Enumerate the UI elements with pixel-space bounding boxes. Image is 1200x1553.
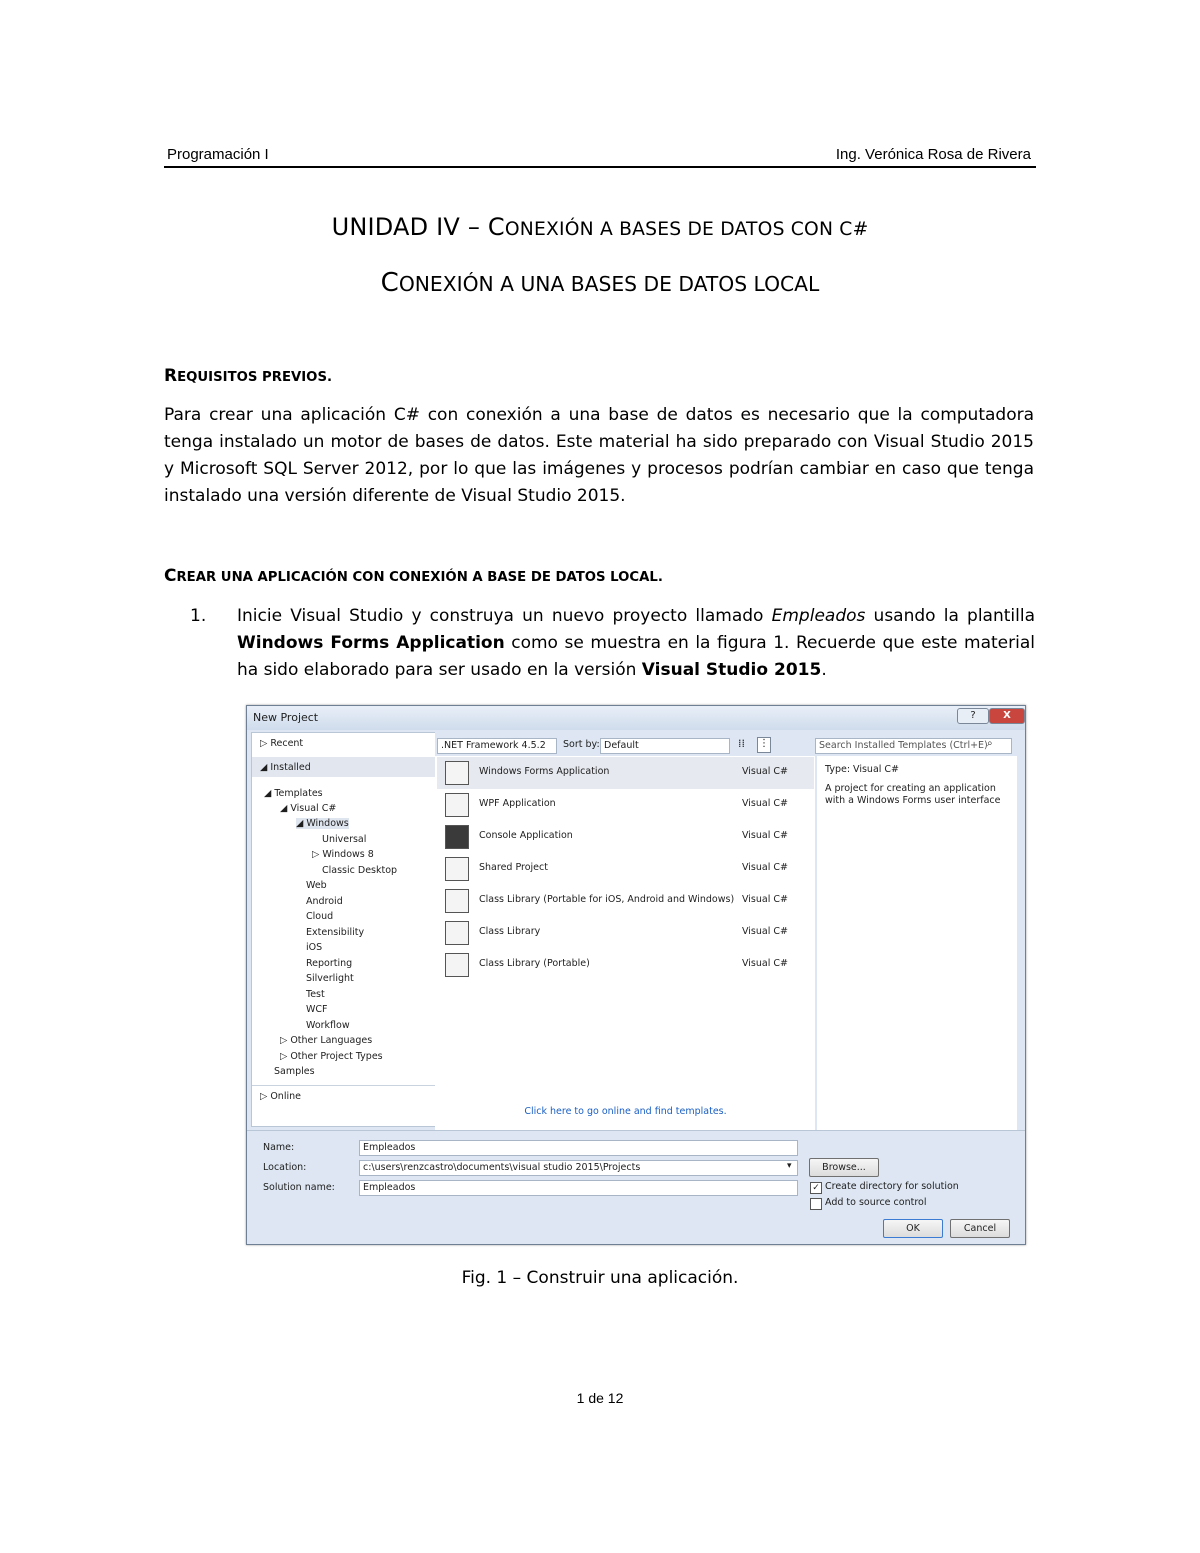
tree-web[interactable]: Web [306, 880, 327, 891]
add-source-control-checkbox[interactable] [810, 1198, 822, 1210]
header-author: Ing. Verónica Rosa de Rivera [835, 146, 1031, 163]
step-text-1: Inicie Visual Studio y construya un nuevo proyecto llamado [237, 606, 772, 626]
shared-project-icon [445, 857, 469, 881]
template-row[interactable] [437, 757, 814, 789]
template-language: Visual C# [742, 830, 788, 841]
search-input[interactable]: Search Installed Templates (Ctrl+E) [815, 738, 1012, 754]
template-row[interactable] [437, 917, 814, 949]
tree-samples[interactable]: Samples [274, 1066, 315, 1077]
dialog-title: New Project [253, 711, 319, 724]
create-directory-label: Create directory for solution [825, 1181, 959, 1192]
tree-cloud[interactable]: Cloud [306, 911, 334, 922]
sort-by-label: Sort by: [563, 739, 600, 750]
template-name: Class Library [479, 926, 541, 937]
windows-forms-icon [445, 761, 469, 785]
lesson-title [0, 268, 1200, 298]
location-label: Location: [263, 1162, 307, 1173]
tree-workflow[interactable]: Workflow [306, 1020, 350, 1031]
header-course: Programación I [167, 146, 269, 163]
name-input[interactable]: Empleados [359, 1140, 798, 1156]
unit-title [0, 213, 1200, 241]
unit-title-rest: ONEXIÓN A BASES DE DATOS CON C# [504, 219, 869, 240]
tree-windows8[interactable]: ▷ Windows 8 [312, 849, 374, 860]
template-row[interactable] [437, 885, 814, 917]
template-row[interactable] [437, 853, 814, 885]
section1-lead: R [164, 366, 178, 386]
section-heading-requisitos [164, 366, 332, 386]
close-button[interactable]: X [989, 708, 1025, 724]
list-item [190, 603, 1035, 684]
paragraph-requisitos: Para crear una aplicación C# con conexión a una base de datos es necesario que la computadora tenga instalado un motor de bases de datos. Este material ha sido preparado con Visual Studio 2015 y Microsoft SQL Server 2012, por lo que las imágenes y procesos podrían cambiar en caso que tenga instalado una versión diferente de Visual Studio 2015. [164, 405, 1034, 506]
lesson-title-lead: C [380, 268, 399, 298]
template-language: Visual C# [742, 926, 788, 937]
tree-classic-desktop[interactable]: Classic Desktop [322, 865, 398, 876]
tree-online-row[interactable] [252, 1085, 436, 1106]
tree-online: ▷ Online [260, 1091, 301, 1102]
class-library-icon [445, 921, 469, 945]
page-header [164, 146, 1036, 168]
list-item-text [237, 603, 1035, 684]
ok-button[interactable]: OK [883, 1219, 943, 1238]
template-language: Visual C# [742, 958, 788, 969]
lesson-title-rest: ONEXIÓN A UNA BASES DE DATOS LOCAL [398, 272, 820, 296]
template-language: Visual C# [742, 894, 788, 905]
template-name: WPF Application [479, 798, 556, 809]
section2-rest: REAR UNA APLICACIÓN CON CONEXIÓN A BASE DE DATOS LOCAL. [176, 570, 663, 585]
step-text-template: Windows Forms Application [237, 633, 505, 653]
name-label: Name: [263, 1142, 295, 1153]
step-text-project-name: Empleados [771, 606, 866, 626]
step-text-4: . [821, 660, 827, 680]
framework-select[interactable]: .NET Framework 4.5.2 [437, 738, 557, 754]
grid-view-icon[interactable]: ⁞⁞ [738, 737, 745, 750]
tree-installed: ◢ Installed [260, 762, 311, 773]
wpf-icon [445, 793, 469, 817]
template-language: Visual C# [742, 798, 788, 809]
online-templates-link[interactable]: Click here to go online and find templates. [524, 1106, 727, 1117]
template-info-panel [817, 756, 1017, 1130]
new-project-dialog [246, 705, 1026, 1245]
step-text-3: como se muestra en la figura 1. Recuerde que este material ha sido elaborado para ser usado en la versión [237, 633, 1035, 680]
cancel-button[interactable]: Cancel [950, 1219, 1010, 1238]
browse-button[interactable]: Browse... [809, 1158, 879, 1177]
template-name: Windows Forms Application [479, 766, 610, 777]
tree-test[interactable]: Test [306, 989, 325, 1000]
add-source-control-label: Add to source control [825, 1197, 927, 1208]
tree-recent-row[interactable] [252, 733, 436, 753]
tree-other-project-types[interactable]: ▷ Other Project Types [280, 1051, 383, 1062]
sort-select[interactable]: Default [600, 738, 730, 754]
tree-other-languages[interactable]: ▷ Other Languages [280, 1035, 373, 1046]
console-icon [445, 825, 469, 849]
chevron-down-icon[interactable]: ▾ [787, 1161, 792, 1171]
tree-installed-row[interactable] [252, 757, 436, 777]
tree-windows[interactable]: ◢ Windows [296, 818, 349, 829]
step-text-2: usando la plantilla [865, 606, 1036, 626]
tree-android[interactable]: Android [306, 896, 343, 907]
template-language: Visual C# [742, 766, 788, 777]
solution-name-input[interactable]: Empleados [359, 1180, 798, 1196]
class-library-portable-icon [445, 953, 469, 977]
list-view-icon[interactable]: ⋮ [757, 737, 771, 753]
project-form [247, 1130, 1025, 1245]
tree-wcf[interactable]: WCF [306, 1004, 328, 1015]
dialog-toolbar [435, 732, 1025, 756]
dialog-titlebar [247, 706, 1025, 730]
tree-silverlight[interactable]: Silverlight [306, 973, 354, 984]
tree-recent: ▷ Recent [260, 738, 304, 749]
section2-lead: C [164, 566, 177, 586]
unit-title-lead: UNIDAD IV – C [331, 213, 505, 241]
tree-visual-cs[interactable]: ◢ Visual C# [280, 803, 337, 814]
tree-universal[interactable]: Universal [322, 834, 367, 845]
class-library-portable-icon [445, 889, 469, 913]
template-name: Class Library (Portable) [479, 958, 590, 969]
template-description: A project for creating an application with a Windows Forms user interface [825, 783, 1001, 806]
step-text-version: Visual Studio 2015 [641, 660, 822, 680]
tree-templates[interactable]: ◢ Templates [264, 788, 323, 799]
template-name: Class Library (Portable for iOS, Android and Windows) [479, 894, 735, 905]
template-row[interactable] [437, 789, 814, 821]
figure-caption: Fig. 1 – Construir una aplicación. [461, 1268, 739, 1288]
help-button[interactable]: ? [957, 708, 989, 724]
tree-extensibility[interactable]: Extensibility [306, 927, 365, 938]
template-name: Shared Project [479, 862, 548, 873]
template-type: Type: Visual C# [825, 764, 900, 775]
create-directory-checkbox[interactable]: ✓ [810, 1182, 822, 1194]
template-row[interactable] [437, 949, 814, 981]
section1-rest: EQUISITOS PREVIOS. [177, 370, 333, 385]
location-input[interactable]: c:\users\renzcastro\documents\visual studio 2015\Projects [359, 1160, 798, 1176]
template-tree [251, 732, 437, 1127]
list-number: 1. [190, 606, 207, 626]
search-icon[interactable]: ⌕ [987, 738, 993, 749]
solution-name-label: Solution name: [263, 1182, 335, 1193]
page-number: 1 de 12 [576, 1390, 624, 1406]
section-heading-crear [164, 566, 663, 586]
tree-reporting[interactable]: Reporting [306, 958, 353, 969]
template-row[interactable] [437, 821, 814, 853]
tree-ios[interactable]: iOS [306, 942, 323, 953]
template-name: Console Application [479, 830, 573, 841]
template-language: Visual C# [742, 862, 788, 873]
